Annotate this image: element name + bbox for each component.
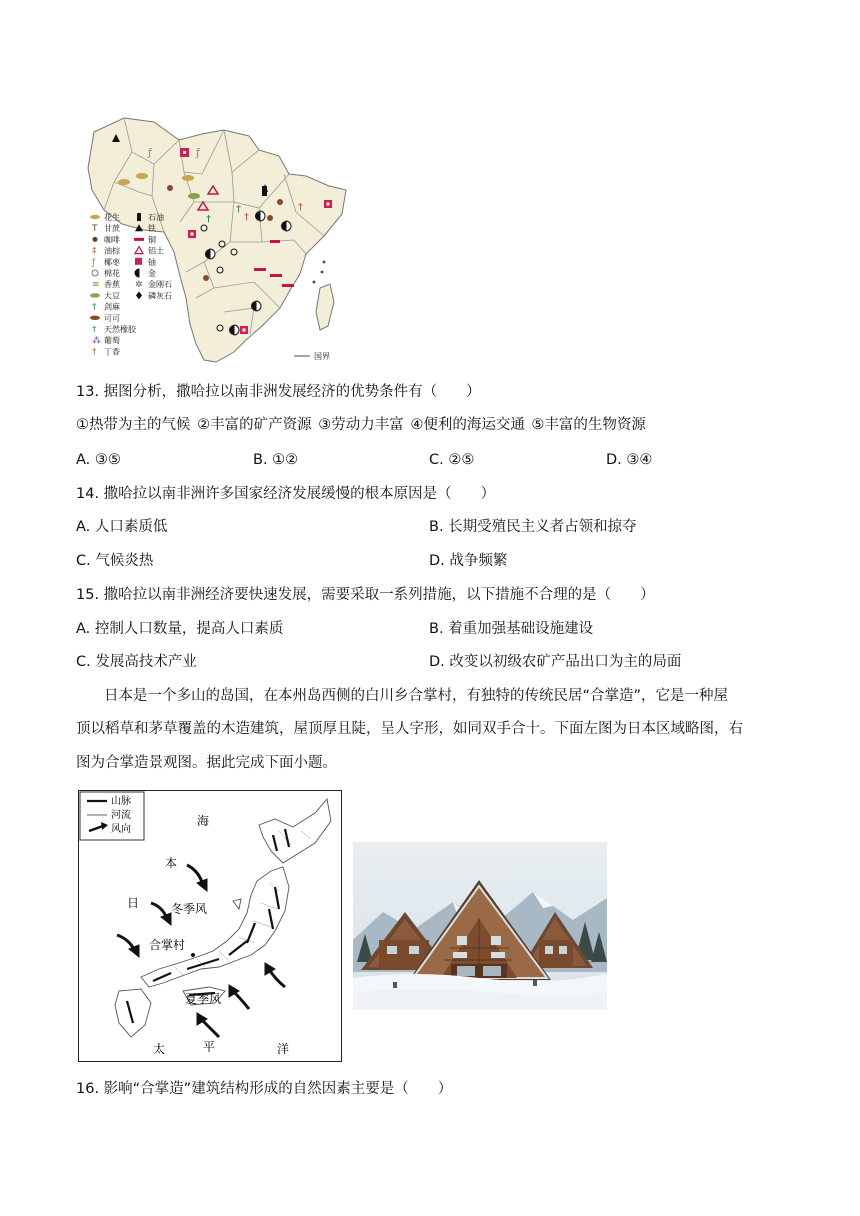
- sisal-icon: †: [92, 302, 97, 313]
- grape-icon: ⁂: [92, 336, 101, 347]
- legend-label: 香蕉: [104, 280, 120, 290]
- passage-line-2: 顶以稻草和茅草覆盖的木造建筑，屋顶厚且陡，呈人字形，如同双手合十。下面左图为日本区域略图，右: [76, 721, 743, 737]
- africa-map-figure: [84, 112, 354, 368]
- ocean-char-2: 平: [203, 1040, 216, 1054]
- uranium-icon: [135, 258, 142, 265]
- question-14-option-b: B. 长期受殖民主义者占领和掠夺: [429, 519, 637, 535]
- question-15-option-a: A. 控制人口数量，提高人口素质: [76, 621, 284, 637]
- legend-river-label: 河流: [111, 810, 131, 821]
- clove-icon: †: [92, 347, 97, 358]
- svg-text:†: †: [206, 214, 211, 225]
- question-15-option-c: C. 发展高技术产业: [76, 654, 197, 670]
- passage-line-1: 日本是一个多山的岛国，在本州岛西侧的白川乡合掌村，有独特的传统民居“合掌造”，它是一种屋: [104, 688, 729, 704]
- question-13-option-a: A. ③⑤: [76, 452, 121, 468]
- legend-label: 石油: [148, 213, 164, 222]
- svg-text:ƒ: ƒ: [148, 146, 152, 159]
- oil-icon: [137, 213, 141, 221]
- gold-icon: [135, 269, 139, 277]
- legend-label: 葡萄: [104, 336, 120, 346]
- legend-label: 铁: [148, 224, 156, 234]
- gassho-zukuri-photo: [353, 842, 607, 1010]
- japan-map-figure: [78, 790, 342, 1062]
- copper-icon: [134, 238, 144, 241]
- sea-char-2: 本: [165, 856, 178, 870]
- africa-map: [84, 112, 354, 368]
- legend-label: 甘蔗: [104, 224, 120, 234]
- question-14-stem: 14. 撒哈拉以南非洲许多国家经济发展缓慢的根本原因是（ ）: [76, 486, 496, 502]
- ocean-char-3: 洋: [277, 1042, 290, 1056]
- gassho-zukuri-illustration: [353, 842, 607, 1010]
- legend-label: 丁香: [104, 347, 120, 357]
- svg-text:ƒ: ƒ: [196, 146, 200, 159]
- legend-label: 铀: [148, 257, 156, 267]
- japan-islands: [115, 799, 331, 1037]
- question-16-stem: 16. 影响“合掌造”建筑结构形成的自然因素主要是（ ）: [76, 1081, 453, 1097]
- oil-palm-icon: ‡: [92, 246, 97, 257]
- question-13-option-b: B. ①②: [253, 452, 299, 468]
- question-13-option-d: D. ③④: [606, 452, 653, 468]
- coffee-icon: [93, 237, 98, 242]
- legend-label: 铜: [148, 235, 156, 245]
- svg-text:†: †: [236, 204, 241, 215]
- legend-label: 剑麻: [104, 302, 120, 312]
- banana-icon: ≋: [92, 280, 100, 291]
- question-15-option-d: D. 改变以初级农矿产品出口为主的局面: [429, 654, 682, 670]
- legend-label: 铝土: [148, 246, 164, 256]
- rubber-icon: †: [92, 325, 97, 335]
- legend-label: 天然橡胶: [104, 325, 136, 334]
- question-14-option-a: A. 人口素质低: [76, 519, 168, 535]
- sea-char-3: 日: [127, 896, 140, 910]
- diamond-icon: ✲: [135, 280, 143, 291]
- passage-line-3: 图为合掌造景观图。据此完成下面小题。: [76, 755, 337, 771]
- svg-text:†: †: [298, 202, 303, 213]
- legend-label: 金: [148, 269, 156, 278]
- soybean-icon: [90, 293, 100, 297]
- legend-mountain-label: 山脉: [111, 796, 131, 807]
- question-13-stem: 13. 据图分析，撒哈拉以南非洲发展经济的优势条件有（ ）: [76, 384, 481, 400]
- question-14-option-d: D. 战争频繁: [429, 553, 508, 569]
- madagascar: [316, 284, 334, 330]
- peanut-icon: [90, 215, 100, 219]
- legend-label: 磷灰石: [148, 291, 172, 301]
- legend-label: 大豆: [104, 291, 120, 301]
- winter-wind-label: 冬季风: [171, 902, 208, 916]
- border-legend-label: 国界: [314, 352, 330, 361]
- cocoa-icon: [90, 316, 100, 320]
- legend-wind-label: 风向: [111, 824, 131, 835]
- sugarcane-icon: T: [92, 224, 98, 235]
- legend-label: 咖啡: [104, 235, 120, 245]
- legend-label: 椰枣: [104, 257, 120, 267]
- svg-text:†: †: [244, 212, 249, 223]
- ocean-char-1: 太: [153, 1042, 166, 1056]
- legend-label: 可可: [104, 313, 120, 323]
- question-15-option-b: B. 着重加强基础设施建设: [429, 621, 594, 637]
- question-14-option-c: C. 气候炎热: [76, 553, 154, 569]
- legend-label: 棉花: [104, 269, 120, 278]
- summer-wind-label: 夏季风: [185, 992, 222, 1006]
- legend-label: 油棕: [104, 246, 120, 256]
- village-label: 合掌村: [149, 938, 186, 952]
- legend-label: 金刚石: [148, 280, 172, 290]
- question-15-stem: 15. 撒哈拉以南非洲经济要快速发展，需要采取一系列措施，以下措施不合理的是（ ）: [76, 587, 655, 603]
- legend-label: 花生: [104, 213, 120, 222]
- sea-char-1: 海: [197, 814, 210, 828]
- japan-map: [79, 791, 341, 1061]
- question-13-option-c: C. ②⑤: [429, 452, 475, 468]
- date-palm-icon: ƒ: [92, 257, 96, 268]
- question-13-statements: ①热带为主的气候 ②丰富的矿产资源 ③劳动力丰富 ④便利的海运交通 ⑤丰富的生物资源: [76, 417, 646, 433]
